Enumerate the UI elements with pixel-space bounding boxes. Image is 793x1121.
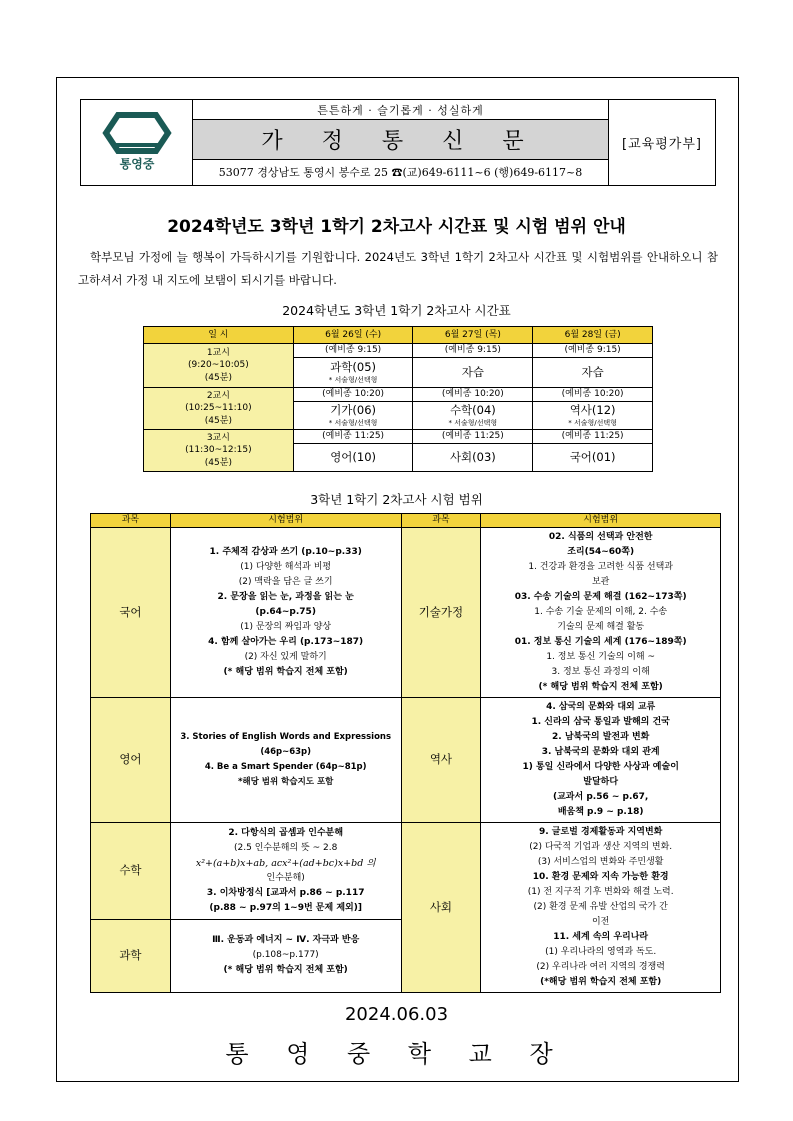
subject-name: 기가(06): [330, 403, 377, 418]
range-content: [481, 698, 721, 823]
schedule-day: 6월 26일 (수): [293, 327, 413, 344]
range-content: [170, 919, 401, 992]
range-line: 배움책 p.9 ~ p.18): [557, 807, 644, 817]
range-line: 9. 글로벌 경제활동과 지역변화: [538, 827, 663, 837]
range-line: 1. 건강과 환경을 고려한 식품 선택과: [528, 562, 673, 572]
intro-paragraph: 학부모님 가정에 늘 행복이 가득하시기를 기원합니다. 2024년도 3학년 1학기 2차고사 시간표 및 시험범위를 안내하오니 참고하셔서 가정 내 지도에 보탬이 되시기를 바랍니다.: [78, 250, 718, 287]
bell-time: (예비종 10:20): [413, 388, 533, 402]
bell-time: (예비종 9:15): [293, 344, 413, 358]
subject-name: 영어(10): [330, 449, 377, 464]
range-line: 3. 정보 통신 과정의 이해: [551, 667, 650, 677]
school-motto: 튼튼하게 · 슬기롭게 · 성실하게: [193, 100, 609, 120]
range-line: (1) 다양한 해석과 비평: [240, 562, 332, 572]
range-content: [481, 823, 721, 993]
range-subject: 사회: [401, 823, 481, 993]
range-subject: 역사: [401, 698, 481, 823]
range-line: (2) 우리나라 여러 지역의 경쟁력: [536, 962, 665, 972]
subject-name: 역사(12): [569, 403, 616, 418]
exam-subject: [293, 402, 413, 430]
range-line: (* 해당 범위 학습지 전체 포함): [223, 667, 348, 677]
period-time: (11:30~12:15): [185, 445, 252, 456]
range-header-row: [91, 514, 721, 528]
range-row: [91, 698, 721, 823]
range-line: (2) 자신 있게 말하기: [244, 652, 327, 662]
range-line: 1. 정보 통신 기술의 이해 ~: [546, 652, 656, 662]
subject-note: * 서술형/선택형: [448, 418, 498, 427]
period-cell: [144, 430, 294, 472]
subject-name: 자습: [581, 364, 604, 379]
math-formula: x²+(a+b)x+ab, acx²+(ad+bc)x+bd 의: [195, 857, 376, 869]
range-line: (*해당 범위 학습지 전체 포함): [540, 977, 662, 987]
range-line: 3. 남북국의 문화와 대외 관계: [541, 747, 660, 757]
range-col-range: 시험범위: [481, 514, 721, 528]
subject-note: * 서술형/선택형: [328, 418, 378, 427]
period-duration: (45분): [204, 415, 232, 426]
range-line: 이전: [591, 917, 610, 927]
range-subject: 수학: [91, 823, 171, 920]
period-name: 3교시: [206, 433, 230, 444]
range-content: [170, 698, 401, 823]
range-line: 1. 주체적 감상과 쓰기 (p.10~p.33): [209, 547, 362, 557]
range-content: [481, 528, 721, 698]
range-line: (1) 우리나라의 영역과 독도.: [545, 947, 657, 957]
exam-subject: [293, 358, 413, 388]
school-logo: [81, 100, 193, 186]
range-subject: 과학: [91, 919, 171, 992]
subject-name: 사회(03): [449, 449, 496, 464]
bell-time: (예비종 10:20): [293, 388, 413, 402]
range-line: (3) 서비스업의 변화와 주민생활: [537, 857, 664, 867]
range-line: (p.64~p.75): [255, 607, 316, 617]
range-line: (2) 환경 문제 유발 산업의 국가 간: [533, 902, 668, 912]
range-line: 10. 환경 문제와 지속 가능한 환경: [532, 872, 669, 882]
bell-time: (예비종 11:25): [293, 430, 413, 444]
exam-range-table: [90, 513, 721, 993]
range-line: 기술의 문제 해결 활동: [557, 622, 645, 632]
range-line: 2. 남북국의 발전과 변화: [552, 732, 650, 742]
subject-note: * 서술형/선택형: [328, 375, 378, 384]
period-cell: [144, 344, 294, 388]
range-line: 02. 식품의 선택과 안전한: [548, 532, 653, 542]
range-line: 11. 세계 속의 우리나라: [553, 932, 649, 942]
range-line: (2) 다국적 기업과 생산 지역의 변화.: [529, 842, 673, 852]
subject-name: 수학(04): [449, 403, 496, 418]
range-line: 보관: [591, 577, 610, 587]
schedule-day: 6월 28일 (금): [533, 327, 653, 344]
range-line: Ⅲ. 운동과 에너지 ~ Ⅳ. 자극과 반응: [212, 935, 360, 946]
range-line: 조리(54~60쪽): [567, 547, 635, 557]
department-label: [교육평가부]: [609, 100, 716, 186]
range-line: *해당 범위 학습지도 포함: [237, 777, 334, 787]
exam-subject: [533, 444, 653, 472]
exam-subject: [533, 402, 653, 430]
range-content: [170, 528, 401, 698]
subject-note: * 서술형/선택형: [568, 418, 617, 427]
newsletter-title: 가 정 통 신 문: [193, 120, 609, 159]
bell-time: (예비종 10:20): [533, 388, 653, 402]
range-line: 발달하다: [583, 777, 619, 787]
exam-subject: [413, 358, 533, 388]
range-line: 1. 신라의 삼국 통일과 발해의 건국: [531, 717, 670, 727]
school-principal: 통 영 중 학 교 장: [225, 1040, 568, 1068]
range-line: (* 해당 범위 학습지 전체 포함): [223, 965, 348, 976]
range-line: (2.5 인수분해의 뜻 ~ 2.8: [234, 842, 338, 853]
bell-time: (예비종 11:25): [413, 430, 533, 444]
range-col-range: 시험범위: [170, 514, 401, 528]
range-row: [91, 528, 721, 698]
range-line: (1) 문장의 짜임과 양상: [240, 622, 332, 632]
range-row: [91, 823, 721, 920]
range-line: (교과서 p.56 ~ p.67,: [553, 792, 649, 802]
exam-subject: [413, 402, 533, 430]
range-line: 3. Stories of English Words and Expressions: [180, 732, 392, 742]
range-line: 01. 정보 통신 기술의 세계 (176~189쪽): [514, 637, 687, 647]
exam-subject: [293, 444, 413, 472]
school-address: 53077 경상남도 통영시 봉수로 25 ☎(교)649-6111~6 (행)649-6117~8: [193, 159, 609, 185]
range-line: 2. 다항식의 곱셈과 인수분해: [228, 827, 344, 838]
range-line: 4. 삼국의 문화와 대외 교류: [546, 702, 656, 712]
period-duration: (45분): [204, 372, 232, 383]
range-subject: 영어: [91, 698, 171, 823]
schedule-header-row: [144, 327, 653, 344]
range-line: 3. 이차방정식 [교과서 p.86 ~ p.117: [206, 887, 365, 898]
period-name: 1교시: [206, 348, 230, 359]
bell-time: (예비종 11:25): [533, 430, 653, 444]
range-content: [170, 823, 401, 920]
bell-time: (예비종 9:15): [533, 344, 653, 358]
subject-name: 자습: [461, 364, 484, 379]
exam-subject: [413, 444, 533, 472]
range-subject: 국어: [91, 528, 171, 698]
range-line: 2. 문장을 읽는 눈, 과정을 읽는 눈: [217, 592, 354, 602]
period-time: (10:25~11:10): [185, 403, 252, 414]
range-line: 1) 통일 신라에서 다양한 사상과 예술이: [522, 762, 679, 772]
range-line: 1. 수송 기술 문제의 이해, 2. 수송: [534, 607, 668, 617]
period-cell: [144, 388, 294, 430]
logo-text: 통영중: [119, 156, 154, 171]
range-line: 4. Be a Smart Spender (64p~81p): [204, 762, 367, 772]
schedule-day: 6월 27일 (목): [413, 327, 533, 344]
newsletter-header: [80, 99, 716, 186]
range-subject: 기술가정: [401, 528, 481, 698]
issue-date: 2024.06.03: [344, 1004, 449, 1025]
range-col-subject: 과목: [91, 514, 171, 528]
range-title: 3학년 1학기 2차고사 시험 범위: [310, 492, 483, 507]
period-duration: (45분): [204, 457, 232, 468]
range-line: (p.108~p.177): [252, 950, 319, 961]
exam-subject: [533, 358, 653, 388]
range-line: (1) 전 지구적 기후 변화와 해결 노력.: [527, 887, 674, 897]
school-logo-icon: [100, 109, 174, 173]
subject-name: 과학(05): [330, 360, 377, 375]
range-line: (46p~63p): [260, 747, 312, 757]
subject-name: 국어(01): [569, 449, 616, 464]
range-col-subject: 과목: [401, 514, 481, 528]
schedule-table: [143, 326, 653, 472]
period-time: (9:20~10:05): [188, 360, 249, 371]
range-line: (2) 맥락을 담은 글 쓰기: [238, 577, 333, 587]
range-line: 4. 함께 살아가는 우리 (p.173~187): [208, 637, 364, 647]
schedule-title: 2024학년도 3학년 1학기 2차고사 시간표: [282, 303, 511, 318]
bell-time: (예비종 9:15): [413, 344, 533, 358]
range-line: 인수분해): [266, 872, 305, 883]
schedule-col-header: 일 시: [144, 327, 294, 344]
range-line: 03. 수송 기술의 문제 해결 (162~173쪽): [514, 592, 687, 602]
period-name: 2교시: [206, 391, 230, 402]
range-line: (* 해당 범위 학습지 전체 포함): [538, 682, 663, 692]
main-title: 2024학년도 3학년 1학기 2차고사 시간표 및 시험 범위 안내: [167, 217, 626, 237]
range-line: (p.88 ~ p.97의 1~9번 문제 제외)]: [209, 902, 362, 913]
